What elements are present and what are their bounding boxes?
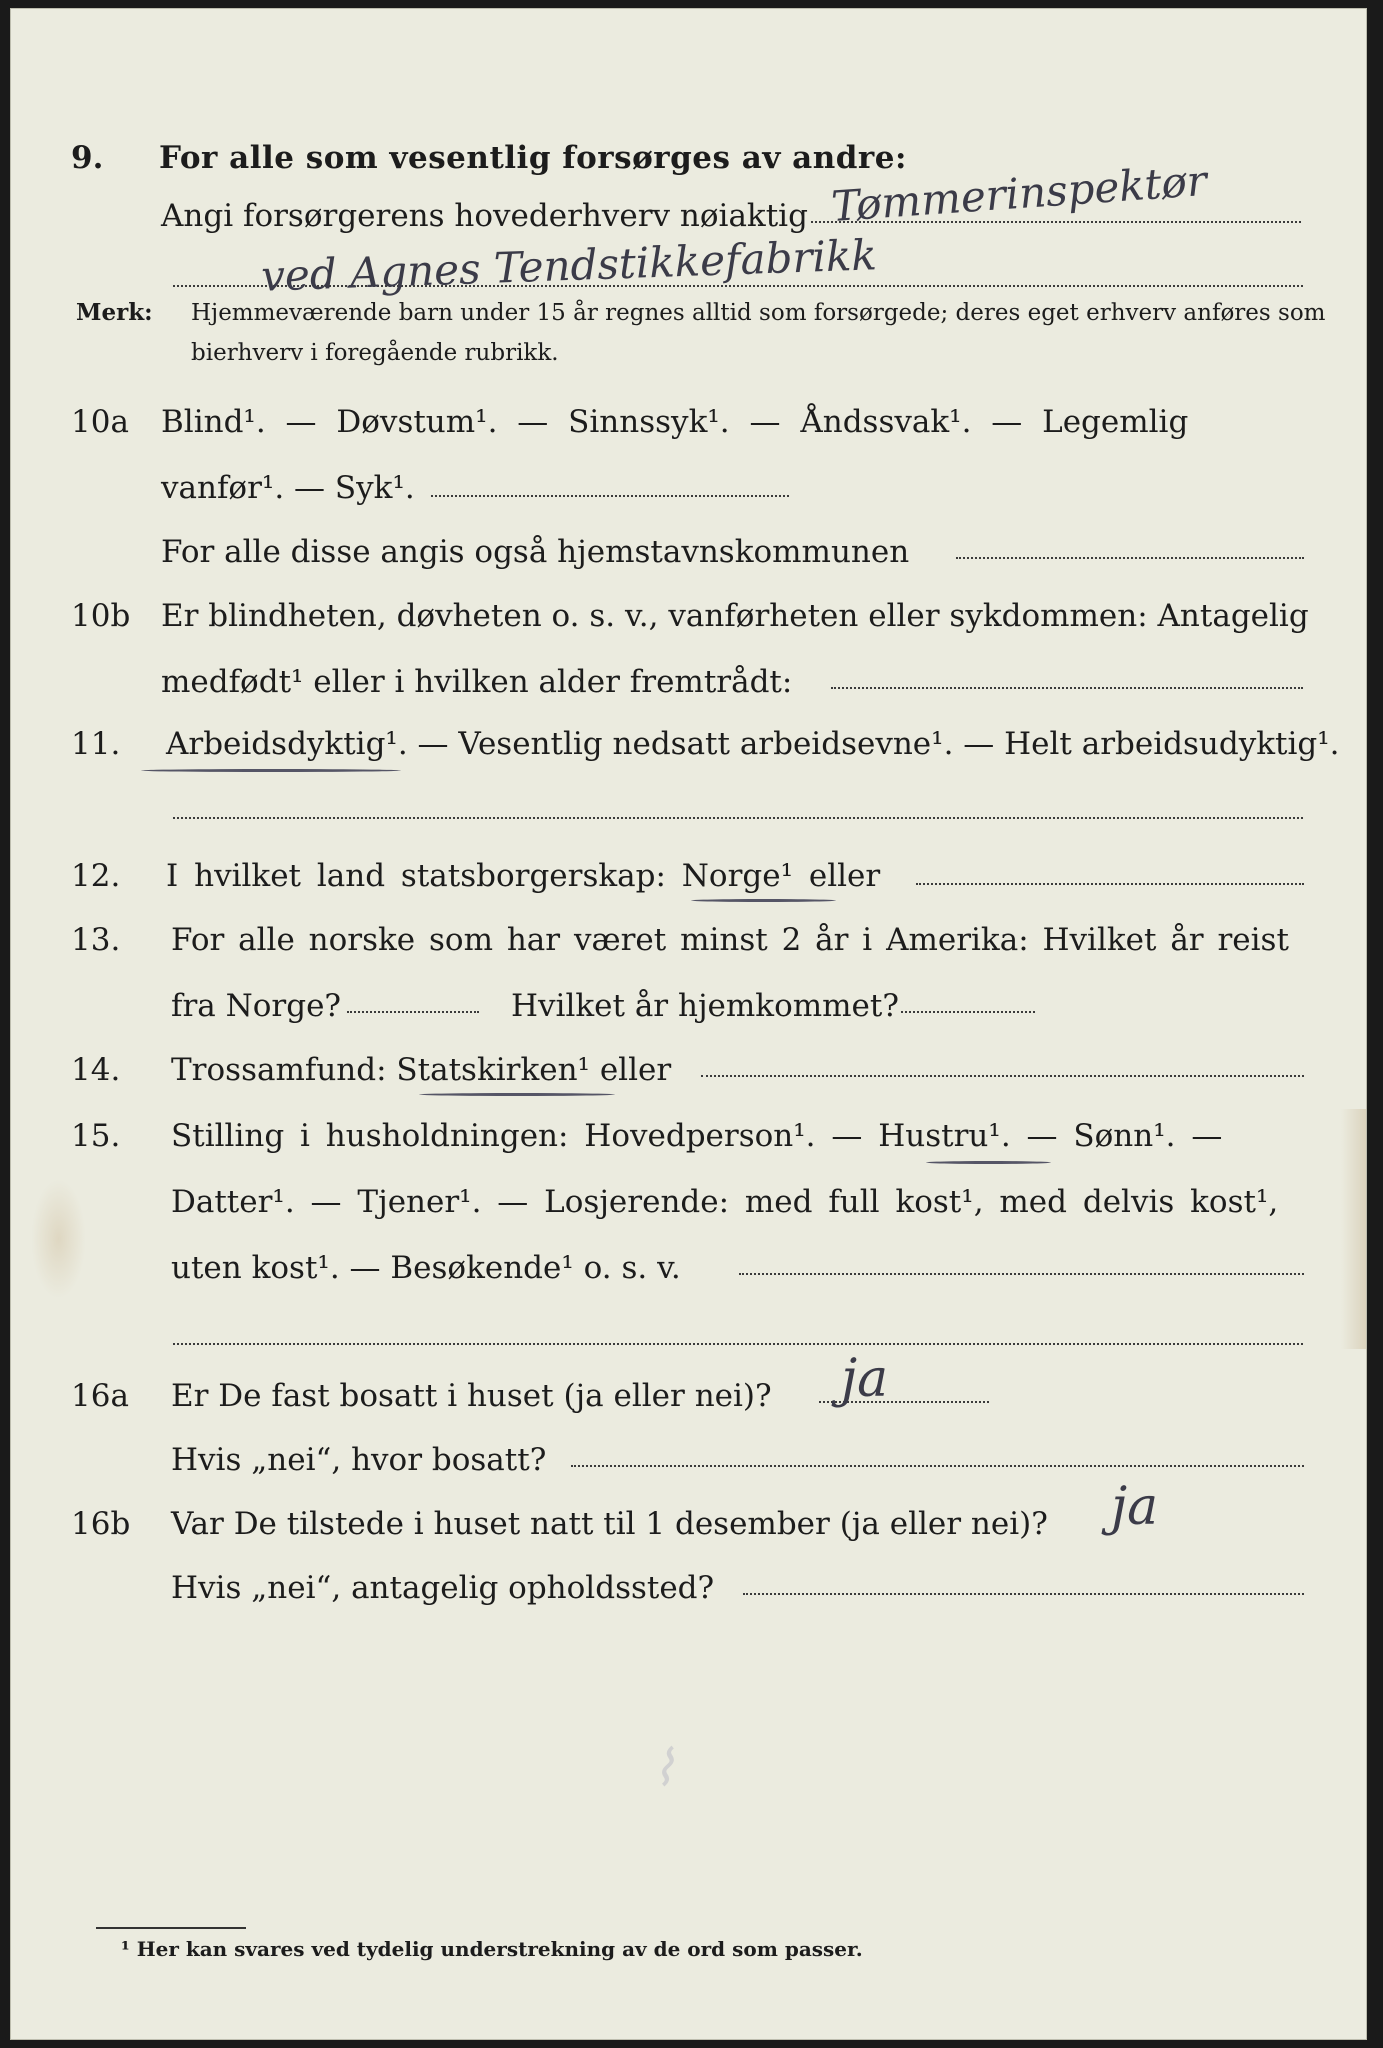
answer-line xyxy=(701,1075,1304,1077)
question-text: Hvis „nei“, hvor bosatt? xyxy=(171,1442,547,1478)
question-number: 16b xyxy=(71,1506,131,1542)
footnote: ¹ Her kan svares ved tydelig understrekning av de ord som passer. xyxy=(121,1937,863,1961)
question-16b-line2 xyxy=(11,1557,1366,1619)
question-16b xyxy=(11,1493,1366,1555)
question-16a xyxy=(11,1365,1366,1427)
question-10a-line3 xyxy=(11,521,1366,583)
question-14 xyxy=(11,1039,1366,1101)
answer-line xyxy=(431,495,789,497)
question-text: For alle disse angis også hjemstavnskommunen xyxy=(161,534,910,570)
question-10a xyxy=(11,391,1366,453)
question-number: 10b xyxy=(71,598,131,634)
question-text: Var De tilstede i huset natt til 1 desember (ja eller nei)? xyxy=(171,1506,1048,1542)
answer-underline xyxy=(691,899,836,902)
question-text: For alle norske som har været minst 2 år i Amerika: Hvilket år reist xyxy=(171,922,1289,958)
handwritten-answer[interactable]: ved Agnes Tendstikkefabrikk xyxy=(260,230,878,301)
question-text: I hvilket land statsborgerskap: Norge¹ eller xyxy=(166,858,881,894)
question-13-line2 xyxy=(11,975,1366,1037)
answer-line xyxy=(173,817,1303,819)
note-text: Hjemmeværende barn under 15 år regnes alltid som forsørgede; deres eget erhverv anføres som bierhverv i foregående rubrikk. xyxy=(191,300,1326,366)
census-form-page xyxy=(10,8,1367,2040)
note-label: Merk: xyxy=(76,299,153,326)
answer-line xyxy=(173,1343,1303,1345)
question-text: Stilling i husholdningen: Hovedperson¹. — Hustru¹. — Sønn¹. — xyxy=(171,1118,1223,1154)
question-text: vanfør¹. — Syk¹. xyxy=(161,470,415,506)
answer-underline xyxy=(926,1161,1051,1164)
answer-underline xyxy=(141,769,401,772)
answer-line xyxy=(956,557,1304,559)
question-number: 16a xyxy=(71,1378,129,1414)
question-15-line3 xyxy=(11,1237,1366,1299)
question-text-a: fra Norge? xyxy=(171,988,342,1024)
question-text: Hvis „nei“, antagelig opholdssted? xyxy=(171,1570,715,1606)
question-16a-line2 xyxy=(11,1429,1366,1491)
question-10a-line2 xyxy=(11,457,1366,519)
answer-line xyxy=(831,687,1303,689)
question-number: 12. xyxy=(71,858,121,894)
handwritten-answer[interactable]: ja xyxy=(841,1349,889,1409)
question-text: Blind¹. — Døvstum¹. — Sinnssyk¹. — Åndssvak¹. — Legemlig xyxy=(161,404,1189,440)
answer-line xyxy=(743,1593,1304,1595)
question-text: medfødt¹ eller i hvilken alder fremtrådt: xyxy=(161,664,793,700)
question-15-line2 xyxy=(11,1171,1366,1233)
question-text: Er De fast bosatt i huset (ja eller nei)? xyxy=(171,1378,772,1414)
question-number: 14. xyxy=(71,1052,121,1088)
question-13 xyxy=(11,909,1366,971)
question-text: Datter¹. — Tjener¹. — Losjerende: med full kost¹, med delvis kost¹, xyxy=(171,1184,1279,1220)
question-text: Arbeidsdyktig¹. — Vesentlig nedsatt arbeidsevne¹. — Helt arbeidsudyktig¹. xyxy=(166,726,1340,762)
bleed-through-mark: ⌇ xyxy=(651,1739,676,1797)
handwritten-answer[interactable]: Tømmerinspektør xyxy=(829,155,1209,232)
question-number: 10a xyxy=(71,404,129,440)
answer-line xyxy=(901,1011,1035,1013)
question-text: uten kost¹. — Besøkende¹ o. s. v. xyxy=(171,1250,681,1286)
question-text-b: Hvilket år hjemkommet? xyxy=(511,988,899,1024)
answer-line xyxy=(347,1011,479,1013)
handwritten-answer[interactable]: ja xyxy=(1111,1477,1159,1537)
question-text: Trossamfund: Statskirken¹ eller xyxy=(171,1052,672,1088)
answer-line xyxy=(916,883,1304,885)
question-text: Angi forsørgerens hovederhverv nøiaktig xyxy=(161,198,808,234)
question-text: Er blindheten, døvheten o. s. v., vanførheten eller sykdommen: Antagelig xyxy=(161,598,1309,634)
question-text: For alle som vesentlig forsørges av andre: xyxy=(159,140,907,176)
answer-line xyxy=(739,1273,1304,1275)
answer-underline xyxy=(419,1093,615,1096)
question-15 xyxy=(11,1105,1366,1167)
question-12 xyxy=(11,845,1366,907)
question-11 xyxy=(11,713,1366,775)
question-number: 15. xyxy=(71,1118,121,1154)
answer-line xyxy=(571,1465,1304,1467)
footnote-rule xyxy=(96,1927,246,1929)
question-10b xyxy=(11,585,1366,647)
question-number: 13. xyxy=(71,922,121,958)
question-number: 9. xyxy=(71,140,104,176)
question-number: 11. xyxy=(71,726,121,762)
question-10b-line2 xyxy=(11,651,1366,713)
